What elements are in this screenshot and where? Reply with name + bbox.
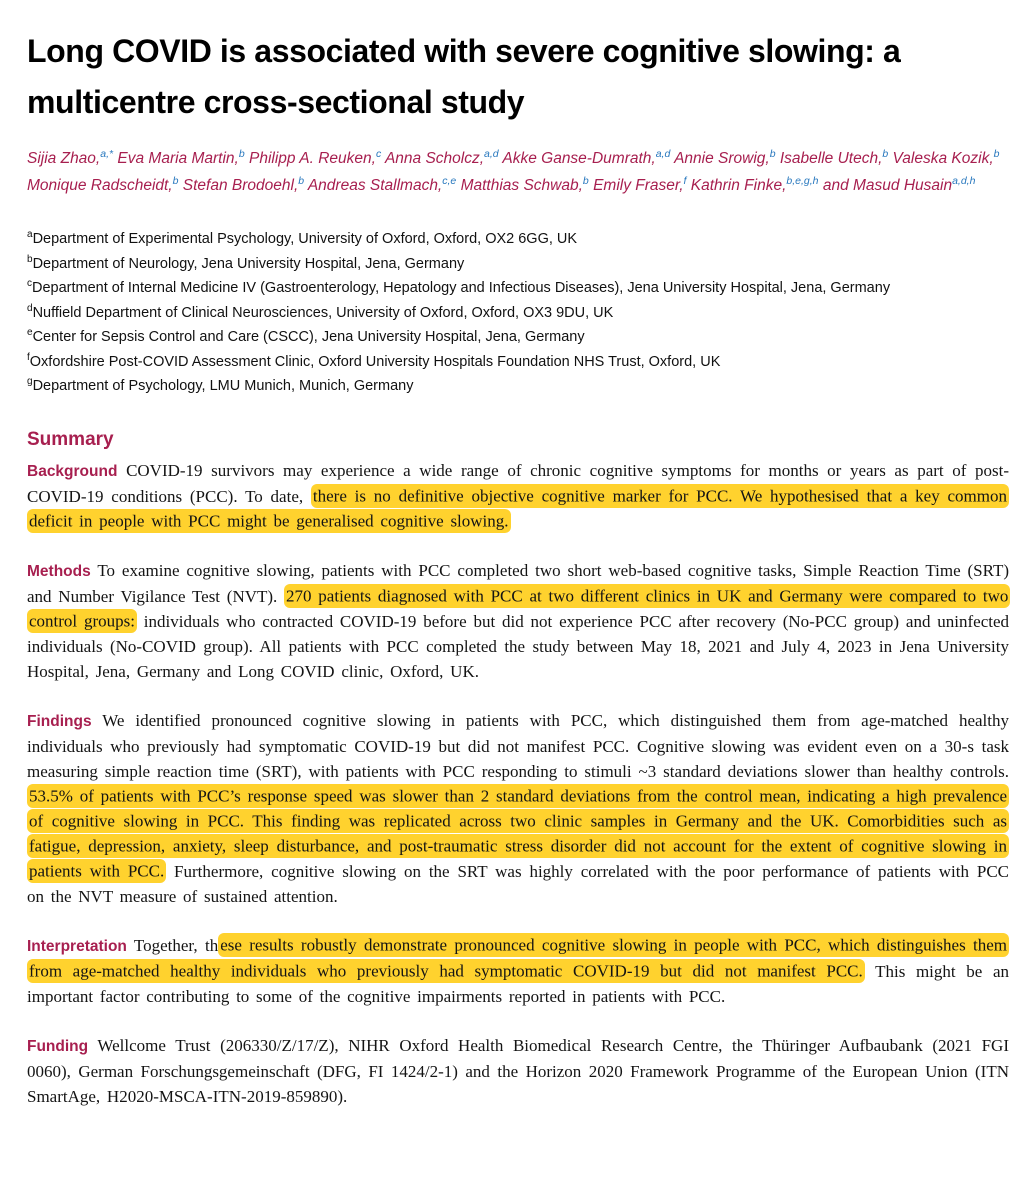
section-label: Methods	[27, 562, 91, 580]
author-affiliation-superscript: a,d	[484, 147, 499, 160]
summary-section-methods: Methods To examine cognitive slowing, patients with PCC completed two short web-based cognitive tasks, Simple Reaction Time (SRT) and Number Vigilance Test (NVT). 270 patients diagnosed with PCC at two different clinics in UK and Germany were compared to two control groups: individuals who contracted COVID-19 before but did not experience PCC after recovery (No-PCC group) and uninfected individuals (No-COVID group). All patients with PCC completed the study between May 18, 2021 and July 4, 2023 in Jena University Hospital, Jena, Germany and Long COVID clinic, Oxford, UK.	[27, 560, 1010, 681]
summary-section-interpretation: Interpretation Together, th ese results robustly demonstrate pronounced cognitive slowing in people with PCC, which distinguishes them from age-matched healthy individuals who previously had symptomatic COVID-19 but did not manifest PCC. This might be an important factor contributing to some of the cognitive impairments reported in patients with PCC.	[27, 933, 1009, 1009]
highlighted-text: ese results robustly demonstrate pronounced cognitive slowing in people with PCC, which distinguishes them from age-matched healthy individuals who previously had symptomatic COVID-19 but did not manifest PCC.	[27, 933, 1009, 983]
author-name: Andreas Stallmach,$^{c,e}$	[307, 175, 457, 195]
author-affiliation-superscript: b	[298, 175, 305, 188]
section-label: Findings	[27, 712, 92, 730]
section-label: Funding	[27, 1037, 89, 1055]
author-name: Annie Srowig,$^b$	[674, 147, 776, 168]
author-name: Stefan Brodoehl,$^b$	[182, 175, 305, 195]
summary-section-findings: Findings We identified pronounced cognitive slowing in patients with PCC, which distinguished them from age-matched healthy individuals who previously had symptomatic COVID-19 but did not manifest PCC. Cognitive slowing was evident even on a 30-s task measuring simple reaction time (SRT), with patients with PCC responding to stimuli ~3 standard deviations slower than healthy controls. 53.5% of patients with PCC’s response speed was slower than 2 standard deviations from the control mean, indicating a high prevalence of cognitive slowing in PCC. This finding was replicated across two clinic samples in Germany and the UK. Comorbidities such as fatigue, depression, anxiety, sleep disturbance, and post-traumatic stress disorder did not account for the extent of cognitive slowing in patients with PCC. Furthermore, cognitive slowing on the SRT was highly correlated with the poor performance of patients with PCC on the NVT measure of sustained attention.	[27, 710, 1009, 906]
section-label: Background	[27, 462, 118, 480]
author-name: Anna Scholcz,$^{a,d}$	[384, 147, 499, 168]
affiliation-list	[27, 227, 1009, 399]
author-name: Monique Radscheidt,$^b$	[27, 175, 179, 195]
affiliation-marker: f	[27, 352, 30, 364]
author-affiliation-superscript: b	[769, 147, 776, 160]
author-affiliation-superscript: c,e	[442, 175, 457, 188]
author-affiliation-superscript: b	[582, 175, 589, 188]
summary-sections	[27, 458, 1009, 1109]
author-name: Valeska Kozik,$^b$	[892, 147, 1000, 168]
summary-heading: Summary	[27, 428, 114, 450]
affiliation-line: $^a$Department of Experimental Psychology, University of Oxford, Oxford, OX2 6GG, UK	[27, 229, 578, 248]
author-list	[27, 145, 1009, 199]
author-affiliation-superscript: f	[683, 175, 687, 188]
affiliation-marker: b	[27, 254, 33, 266]
author-name: Philipp A. Reuken,$^c$	[249, 147, 382, 168]
author-affiliation-superscript: b	[882, 147, 889, 160]
author-name: Matthias Schwab,$^b$	[460, 175, 589, 195]
author-name: Kathrin Finke,$^{b,e,g,h}$	[690, 175, 819, 195]
author-affiliation-superscript: b	[172, 175, 179, 188]
highlighted-text: 270 patients diagnosed with PCC at two different clinics in UK and Germany were compared to two control groups:	[27, 584, 1010, 633]
author-name: Emily Fraser,$^f$	[593, 175, 687, 195]
affiliation-marker: g	[27, 376, 33, 388]
author-affiliation-superscript: a,*	[100, 147, 114, 160]
highlighted-text: there is no definitive objective cognitive marker for PCC. We hypothesised that a key common deficit in people with PCC might be generalised cognitive slowing.	[27, 484, 1009, 533]
affiliation-marker: e	[27, 327, 33, 339]
author-name: Sijia Zhao,$^{a,*}$	[27, 147, 114, 168]
author-affiliation-superscript: b,e,g,h	[786, 175, 819, 188]
summary-section-funding: Funding Wellcome Trust (206330/Z/17/Z), NIHR Oxford Health Biomedical Research Centre, the Thüringer Aufbaubank (2021 FGI 0060), German Forschungsgemeinschaft (DFG, FI 1424/2-1) and the Horizon 2020 Framework Programme of the European Union (ITN SmartAge, H2020-MSCA-ITN-2019-859890).	[27, 1035, 1009, 1106]
affiliation-line: $^b$Department of Neurology, Jena University Hospital, Jena, Germany	[27, 254, 465, 272]
author-name: Isabelle Utech,$^b$	[779, 147, 889, 168]
affiliation-marker: a	[27, 229, 33, 241]
author-name: Akke Ganse-Dumrath,$^{a,d}$	[502, 147, 671, 168]
author-affiliation-superscript: a,d,h	[952, 175, 976, 188]
affiliation-line: $^d$Nuffield Department of Clinical Neurosciences, University of Oxford, Oxford, OX3 9DU, UK	[27, 303, 614, 321]
affiliation-marker: c	[27, 278, 32, 290]
affiliation-marker: d	[27, 303, 33, 315]
affiliation-line: $^e$Center for Sepsis Control and Care (CSCC), Jena University Hospital, Jena, Germany	[27, 327, 585, 346]
author-name: Eva Maria Martin,$^b$	[117, 147, 245, 168]
author-name: and Masud Husain$^{a,d,h}$	[822, 175, 976, 195]
highlighted-text: 53.5% of patients with PCC’s response speed was slower than 2 standard deviations from the control mean, indicating a high prevalence of cognitive slowing in PCC. This finding was replicated across two clinic samples in Germany and the UK. Comorbidities such as fatigue, depression, anxiety, sleep disturbance, and post-traumatic stress disorder did not account for the extent of cognitive slowing in patients with PCC.	[27, 784, 1009, 883]
affiliation-line: $^f$Oxfordshire Post-COVID Assessment Clinic, Oxford University Hospitals Foundation NHS Trust, Oxford, UK	[27, 352, 721, 370]
section-label: Interpretation	[27, 937, 127, 955]
author-affiliation-superscript: a,d	[655, 147, 671, 160]
affiliation-line: $^g$Department of Psychology, LMU Munich, Munich, Germany	[27, 376, 414, 395]
summary-section-background: Background COVID-19 survivors may experience a wide range of chronic cognitive symptoms for months or years as part of post-COVID-19 conditions (PCC). To date, there is no definitive objective cognitive marker for PCC. We hypothesised that a key common deficit in people with PCC might be generalised cognitive slowing.	[27, 458, 1009, 534]
article-title: Long COVID is associated with severe cognitive slowing: a multicentre cross-sectional study	[27, 33, 901, 120]
author-affiliation-superscript: b	[238, 147, 245, 160]
author-affiliation-superscript: c	[375, 147, 382, 160]
affiliation-line: $^c$Department of Internal Medicine IV (Gastroenterology, Hepatology and Infectious Diseases), Jena University Hospital, Jena, Germany	[27, 278, 891, 297]
author-affiliation-superscript: b	[993, 147, 1000, 160]
